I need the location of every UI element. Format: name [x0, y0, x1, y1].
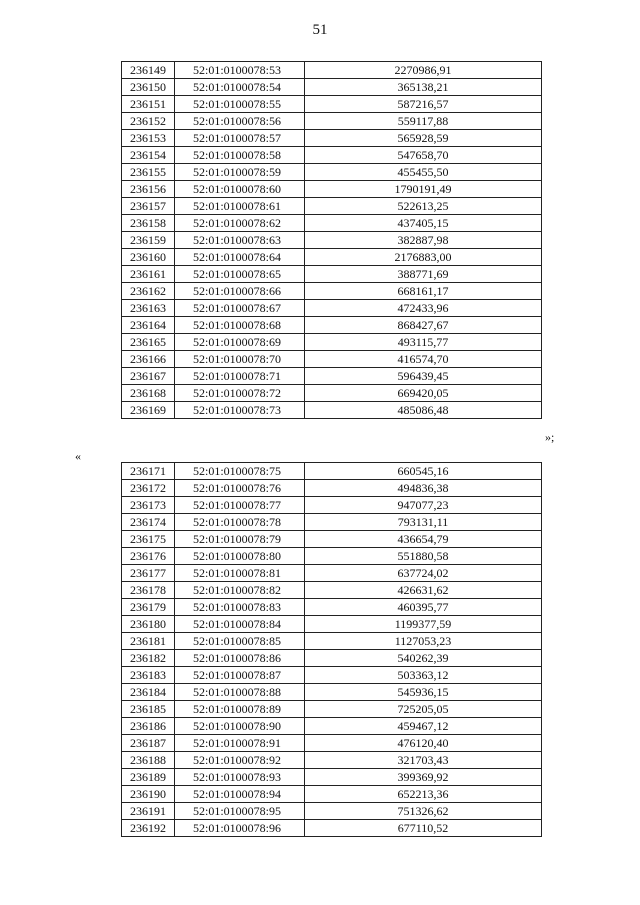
value-cell: 455455,50	[305, 164, 542, 181]
cadastral-number-cell: 52:01:0100078:94	[175, 786, 305, 803]
table-row	[122, 616, 542, 633]
value-cell: 725205,05	[305, 701, 542, 718]
cadastral-number-cell: 52:01:0100078:79	[175, 531, 305, 548]
cadastral-number-cell: 52:01:0100078:78	[175, 514, 305, 531]
record-number-cell: 236192	[122, 820, 175, 837]
value-cell: 426631,62	[305, 582, 542, 599]
value-cell: 868427,67	[305, 317, 542, 334]
record-number-cell: 236178	[122, 582, 175, 599]
table-row	[122, 565, 542, 582]
cadastral-number-cell: 52:01:0100078:91	[175, 735, 305, 752]
table-row	[122, 181, 542, 198]
cadastral-number-cell: 52:01:0100078:70	[175, 351, 305, 368]
table-row	[122, 232, 542, 249]
record-number-cell: 236188	[122, 752, 175, 769]
record-number-cell: 236150	[122, 79, 175, 96]
record-number-cell: 236152	[122, 113, 175, 130]
record-number-cell: 236167	[122, 368, 175, 385]
cadastral-number-cell: 52:01:0100078:92	[175, 752, 305, 769]
record-number-cell: 236160	[122, 249, 175, 266]
value-cell: 540262,39	[305, 650, 542, 667]
value-cell: 547658,70	[305, 147, 542, 164]
cadastral-number-cell: 52:01:0100078:68	[175, 317, 305, 334]
cadastral-number-cell: 52:01:0100078:71	[175, 368, 305, 385]
value-cell: 793131,11	[305, 514, 542, 531]
value-cell: 436654,79	[305, 531, 542, 548]
cadastral-number-cell: 52:01:0100078:75	[175, 463, 305, 480]
cadastral-number-cell: 52:01:0100078:61	[175, 198, 305, 215]
table-row	[122, 701, 542, 718]
cadastral-number-cell: 52:01:0100078:58	[175, 147, 305, 164]
record-number-cell: 236181	[122, 633, 175, 650]
record-number-cell: 236173	[122, 497, 175, 514]
table-row	[122, 480, 542, 497]
record-number-cell: 236169	[122, 402, 175, 419]
cadastral-number-cell: 52:01:0100078:90	[175, 718, 305, 735]
value-cell: 637724,02	[305, 565, 542, 582]
cadastral-number-cell: 52:01:0100078:95	[175, 803, 305, 820]
value-cell: 388771,69	[305, 266, 542, 283]
record-number-cell: 236153	[122, 130, 175, 147]
value-cell: 1790191,49	[305, 181, 542, 198]
record-number-cell: 236177	[122, 565, 175, 582]
table-row	[122, 463, 542, 480]
table-row	[122, 147, 542, 164]
table-row	[122, 130, 542, 147]
table-row	[122, 820, 542, 837]
record-number-cell: 236155	[122, 164, 175, 181]
record-number-cell: 236174	[122, 514, 175, 531]
table-row	[122, 198, 542, 215]
cadastral-number-cell: 52:01:0100078:69	[175, 334, 305, 351]
value-cell: 565928,59	[305, 130, 542, 147]
cadastral-table-1	[121, 61, 542, 419]
table-row	[122, 317, 542, 334]
value-cell: 1127053,23	[305, 633, 542, 650]
cadastral-number-cell: 52:01:0100078:55	[175, 96, 305, 113]
record-number-cell: 236168	[122, 385, 175, 402]
table-row	[122, 402, 542, 419]
record-number-cell: 236161	[122, 266, 175, 283]
page-number: 51	[312, 22, 328, 38]
record-number-cell: 236180	[122, 616, 175, 633]
table-row	[122, 718, 542, 735]
cadastral-number-cell: 52:01:0100078:86	[175, 650, 305, 667]
table-body	[122, 463, 542, 837]
value-cell: 668161,17	[305, 283, 542, 300]
record-number-cell: 236156	[122, 181, 175, 198]
value-cell: 321703,43	[305, 752, 542, 769]
cadastral-number-cell: 52:01:0100078:73	[175, 402, 305, 419]
record-number-cell: 236162	[122, 283, 175, 300]
cadastral-number-cell: 52:01:0100078:89	[175, 701, 305, 718]
value-cell: 437405,15	[305, 215, 542, 232]
table-row	[122, 582, 542, 599]
value-cell: 485086,48	[305, 402, 542, 419]
cadastral-number-cell: 52:01:0100078:81	[175, 565, 305, 582]
record-number-cell: 236166	[122, 351, 175, 368]
cadastral-number-cell: 52:01:0100078:77	[175, 497, 305, 514]
cadastral-number-cell: 52:01:0100078:54	[175, 79, 305, 96]
table-row	[122, 803, 542, 820]
closing-quote: »;	[545, 430, 555, 444]
cadastral-number-cell: 52:01:0100078:96	[175, 820, 305, 837]
table-row	[122, 531, 542, 548]
cadastral-number-cell: 52:01:0100078:64	[175, 249, 305, 266]
value-cell: 416574,70	[305, 351, 542, 368]
table-row	[122, 514, 542, 531]
value-cell: 751326,62	[305, 803, 542, 820]
table-row	[122, 385, 542, 402]
cadastral-number-cell: 52:01:0100078:65	[175, 266, 305, 283]
value-cell: 365138,21	[305, 79, 542, 96]
value-cell: 2270986,91	[305, 62, 542, 79]
record-number-cell: 236164	[122, 317, 175, 334]
record-number-cell: 236154	[122, 147, 175, 164]
value-cell: 559117,88	[305, 113, 542, 130]
cadastral-number-cell: 52:01:0100078:56	[175, 113, 305, 130]
cadastral-number-cell: 52:01:0100078:80	[175, 548, 305, 565]
value-cell: 677110,52	[305, 820, 542, 837]
value-cell: 551880,58	[305, 548, 542, 565]
cadastral-number-cell: 52:01:0100078:82	[175, 582, 305, 599]
table-row	[122, 368, 542, 385]
cadastral-number-cell: 52:01:0100078:57	[175, 130, 305, 147]
record-number-cell: 236176	[122, 548, 175, 565]
table-row	[122, 79, 542, 96]
value-cell: 660545,16	[305, 463, 542, 480]
table-row	[122, 786, 542, 803]
record-number-cell: 236175	[122, 531, 175, 548]
table-row	[122, 266, 542, 283]
cadastral-number-cell: 52:01:0100078:93	[175, 769, 305, 786]
table-body	[122, 62, 542, 419]
value-cell: 493115,77	[305, 334, 542, 351]
record-number-cell: 236182	[122, 650, 175, 667]
record-number-cell: 236184	[122, 684, 175, 701]
cadastral-number-cell: 52:01:0100078:60	[175, 181, 305, 198]
table-row	[122, 650, 542, 667]
value-cell: 476120,40	[305, 735, 542, 752]
cadastral-number-cell: 52:01:0100078:63	[175, 232, 305, 249]
record-number-cell: 236165	[122, 334, 175, 351]
cadastral-number-cell: 52:01:0100078:83	[175, 599, 305, 616]
cadastral-table-2	[121, 462, 542, 837]
table-row	[122, 62, 542, 79]
record-number-cell: 236185	[122, 701, 175, 718]
record-number-cell: 236186	[122, 718, 175, 735]
value-cell: 1199377,59	[305, 616, 542, 633]
record-number-cell: 236183	[122, 667, 175, 684]
cadastral-number-cell: 52:01:0100078:53	[175, 62, 305, 79]
cadastral-number-cell: 52:01:0100078:76	[175, 480, 305, 497]
table-row	[122, 300, 542, 317]
cadastral-number-cell: 52:01:0100078:84	[175, 616, 305, 633]
table-row	[122, 164, 542, 181]
record-number-cell: 236158	[122, 215, 175, 232]
table-row	[122, 599, 542, 616]
value-cell: 652213,36	[305, 786, 542, 803]
value-cell: 587216,57	[305, 96, 542, 113]
record-number-cell: 236151	[122, 96, 175, 113]
table-row	[122, 633, 542, 650]
record-number-cell: 236190	[122, 786, 175, 803]
value-cell: 382887,98	[305, 232, 542, 249]
value-cell: 399369,92	[305, 769, 542, 786]
record-number-cell: 236159	[122, 232, 175, 249]
value-cell: 503363,12	[305, 667, 542, 684]
record-number-cell: 236179	[122, 599, 175, 616]
record-number-cell: 236187	[122, 735, 175, 752]
record-number-cell: 236157	[122, 198, 175, 215]
table-row	[122, 769, 542, 786]
table-row	[122, 113, 542, 130]
cadastral-number-cell: 52:01:0100078:72	[175, 385, 305, 402]
table-row	[122, 752, 542, 769]
cadastral-number-cell: 52:01:0100078:88	[175, 684, 305, 701]
table-row	[122, 735, 542, 752]
table-row	[122, 351, 542, 368]
cadastral-number-cell: 52:01:0100078:62	[175, 215, 305, 232]
cadastral-number-cell: 52:01:0100078:66	[175, 283, 305, 300]
value-cell: 596439,45	[305, 368, 542, 385]
value-cell: 522613,25	[305, 198, 542, 215]
table-row	[122, 667, 542, 684]
value-cell: 545936,15	[305, 684, 542, 701]
cadastral-number-cell: 52:01:0100078:85	[175, 633, 305, 650]
record-number-cell: 236191	[122, 803, 175, 820]
table-row	[122, 548, 542, 565]
table-row	[122, 283, 542, 300]
record-number-cell: 236189	[122, 769, 175, 786]
table-row	[122, 215, 542, 232]
table-row	[122, 96, 542, 113]
value-cell: 494836,38	[305, 480, 542, 497]
table-row	[122, 684, 542, 701]
record-number-cell: 236149	[122, 62, 175, 79]
table-row	[122, 249, 542, 266]
cadastral-number-cell: 52:01:0100078:67	[175, 300, 305, 317]
value-cell: 459467,12	[305, 718, 542, 735]
value-cell: 2176883,00	[305, 249, 542, 266]
table-row	[122, 334, 542, 351]
record-number-cell: 236171	[122, 463, 175, 480]
value-cell: 472433,96	[305, 300, 542, 317]
value-cell: 669420,05	[305, 385, 542, 402]
opening-quote: «	[75, 449, 81, 463]
cadastral-number-cell: 52:01:0100078:87	[175, 667, 305, 684]
value-cell: 460395,77	[305, 599, 542, 616]
value-cell: 947077,23	[305, 497, 542, 514]
table-row	[122, 497, 542, 514]
record-number-cell: 236172	[122, 480, 175, 497]
record-number-cell: 236163	[122, 300, 175, 317]
cadastral-number-cell: 52:01:0100078:59	[175, 164, 305, 181]
